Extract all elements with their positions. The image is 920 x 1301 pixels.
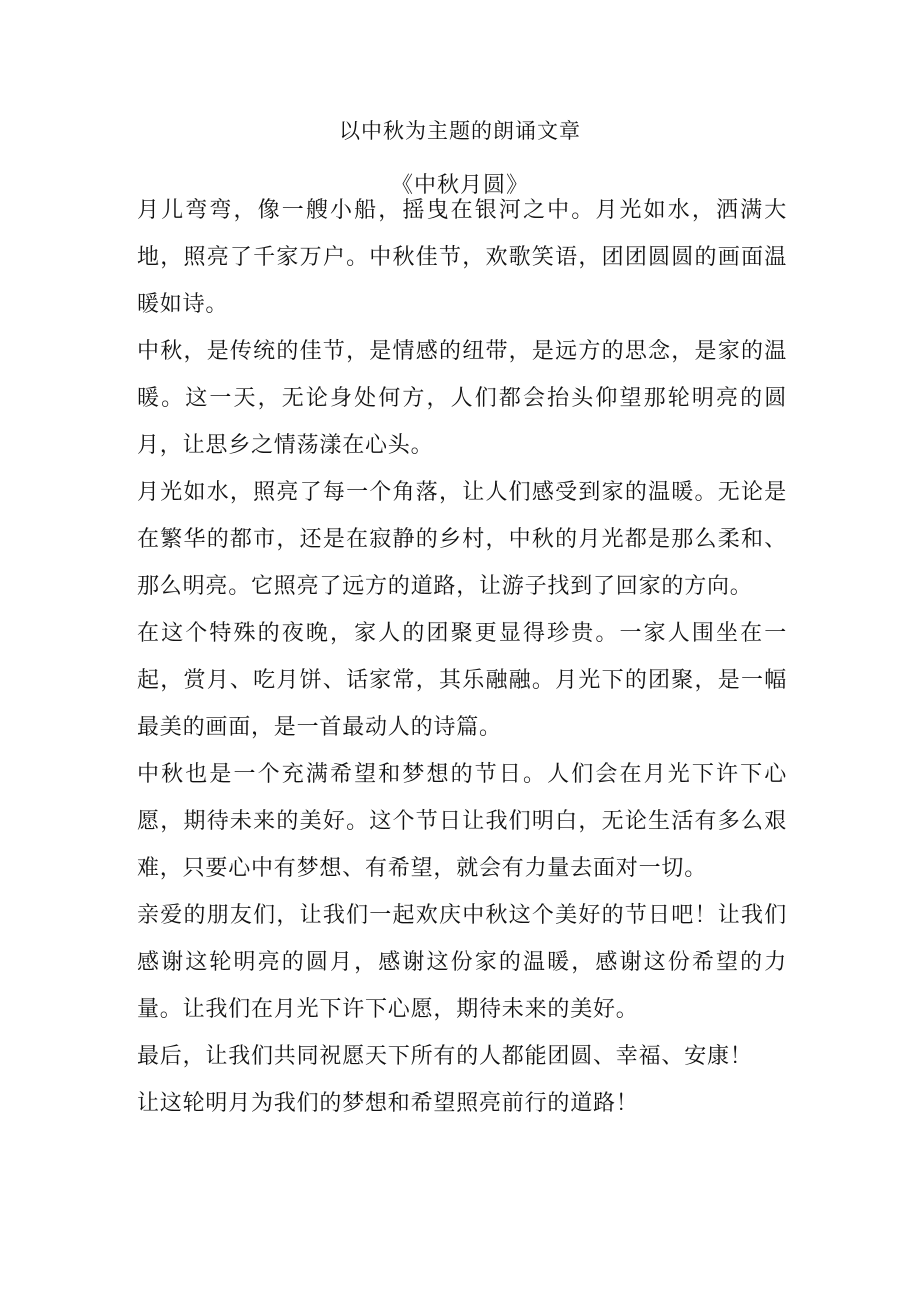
paragraph-1: 月儿弯弯，像一艘小船，摇曳在银河之中。月光如水，洒满大地，照亮了千家万户。中秋佳节，欢歌笑语，团团圆圆的画面温暖如诗。 <box>137 198 787 317</box>
document-body <box>137 187 787 1127</box>
paragraph-6: 亲爱的朋友们，让我们一起欢庆中秋这个美好的节日吧！让我们感谢这轮明亮的圆月，感谢这份家的温暖，感谢这份希望的力量。让我们在月光下许下心愿，期待未来的美好。 <box>137 903 787 1022</box>
paragraph-8: 让这轮明月为我们的梦想和希望照亮前行的道路！ <box>137 1091 639 1116</box>
document-title: 以中秋为主题的朗诵文章 <box>339 119 581 143</box>
paragraph-7: 最后，让我们共同祝愿天下所有的人都能团圆、幸福、安康！ <box>137 1044 753 1069</box>
paragraph-2: 中秋，是传统的佳节，是情感的纽带，是远方的思念，是家的温暖。这一天，无论身处何方，人们都会抬头仰望那轮明亮的圆月，让思乡之情荡漾在心头。 <box>137 339 787 458</box>
poem-title: 《中秋月圆》 <box>390 173 529 198</box>
paragraph-3: 月光如水，照亮了每一个角落，让人们感受到家的温暖。无论是在繁华的都市，还是在寂静的乡村，中秋的月光都是那么柔和、那么明亮。它照亮了远方的道路，让游子找到了回家的方向。 <box>137 480 787 599</box>
paragraph-4: 在这个特殊的夜晚，家人的团聚更显得珍贵。一家人围坐在一起，赏月、吃月饼、话家常，其乐融融。月光下的团聚，是一幅最美的画面，是一首最动人的诗篇。 <box>137 621 787 740</box>
paragraph-5: 中秋也是一个充满希望和梦想的节日。人们会在月光下许下心愿，期待未来的美好。这个节日让我们明白，无论生活有多么艰难，只要心中有梦想、有希望，就会有力量去面对一切。 <box>137 762 787 881</box>
